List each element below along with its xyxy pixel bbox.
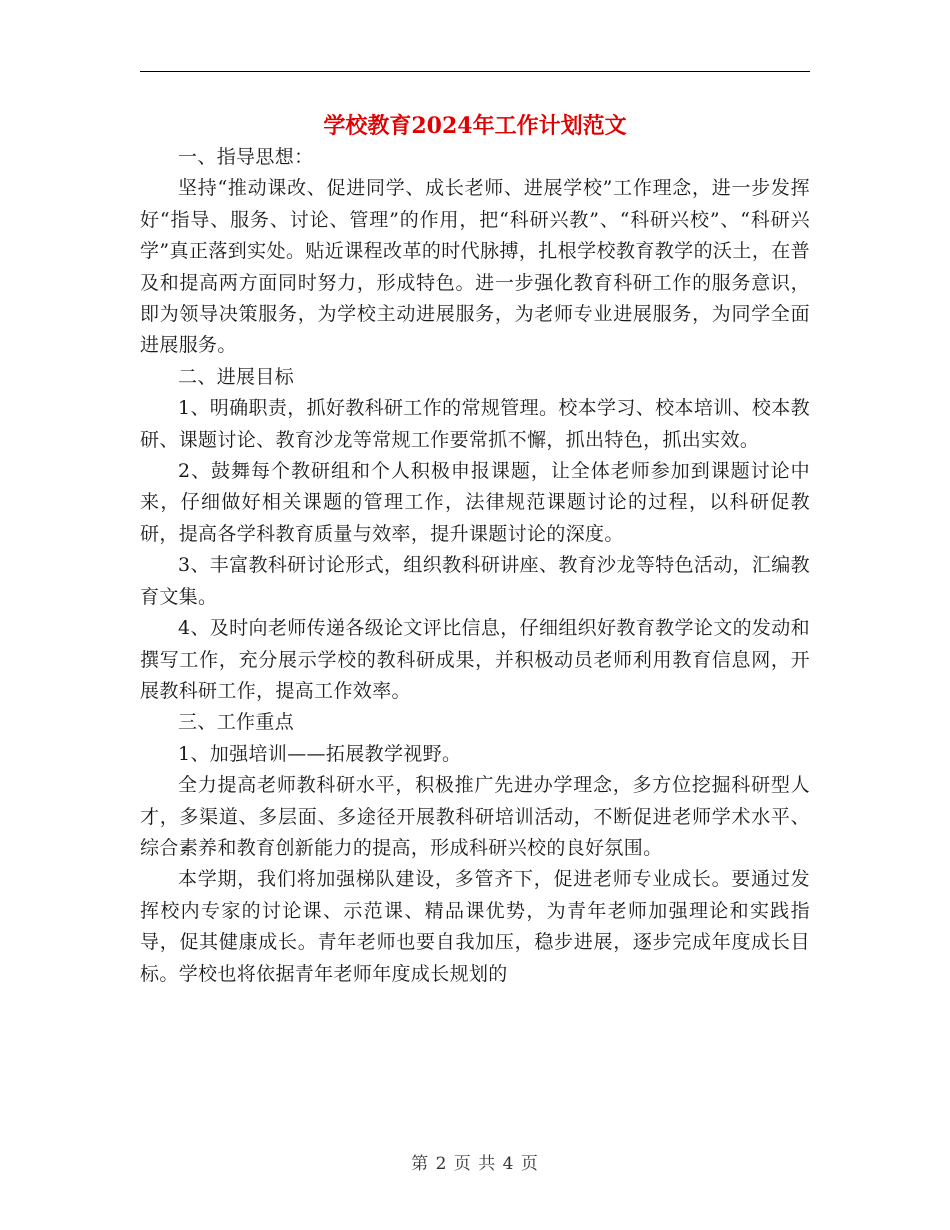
paragraph: 二、进展目标: [178, 365, 295, 388]
paragraph: 1、加强培训——拓展教学视野。: [178, 742, 462, 765]
paragraph: 4、及时向老师传递各级论文评比信息，仔细组织好教育教学论文的发动和撰写工作，充分展示学校的教科研成果，并积极动员老师利用教育信息网，开展教科研工作，提高工作效率。: [140, 617, 810, 702]
document-title: 学校教育2024年工作计划范文: [323, 113, 627, 139]
paragraph: 全力提高老师教科研水平，积极推广先进办学理念，多方位挖掘科研型人才，多渠道、多层面、多途径开展教科研培训活动，不断促进老师学术水平、综合素养和教育创新能力的提高，形成科研兴校的良好氛围。: [140, 774, 810, 859]
paragraph: 1、明确职责，抓好教科研工作的常规管理。校本学习、校本培训、校本教研、课题讨论、教育沙龙等常规工作要常抓不懈，抓出特色，抓出实效。: [140, 397, 810, 451]
document-body: [140, 142, 810, 990]
header-rule: [140, 71, 810, 72]
paragraph: 2、鼓舞每个教研组和个人积极申报课题，让全体老师参加到课题讨论中来，仔细做好相关课题的管理工作，法律规范课题讨论的过程，以科研促教研，提高各学科教育质量与效率，提升课题讨论的深度。: [140, 460, 810, 545]
paragraph: 坚持“推动课改、促进同学、成长老师、进展学校”工作理念，进一步发挥好“指导、服务、讨论、管理”的作用，把“科研兴教”、“科研兴校”、“科研兴学”真正落到实处。贴近课程改革的时代脉搏，扎根学校教育教学的沃土，在普及和提高两方面同时努力，形成特色。进一步强化教育科研工作的服务意识，即为领导决策服务，为学校主动进展服务，为老师专业进展服务，为同学全面进展服务。: [140, 177, 810, 357]
paragraph: 三、工作重点: [178, 711, 295, 734]
paragraph: 一、指导思想：: [178, 146, 314, 168]
paragraph: 本学期，我们将加强梯队建设，多管齐下，促进老师专业成长。要通过发挥校内专家的讨论课、示范课、精品课优势，为青年老师加强理论和实践指导，促其健康成长。青年老师也要自我加压，稳步进展，逐步完成年度成长目标。学校也将依据青年老师年度成长规划的: [140, 868, 810, 985]
page-number-footer: 第 2 页 共 4 页: [411, 1154, 539, 1174]
paragraph: 3、丰富教科研讨论形式，组织教科研讲座、教育沙龙等特色活动，汇编教育文集。: [140, 554, 810, 608]
